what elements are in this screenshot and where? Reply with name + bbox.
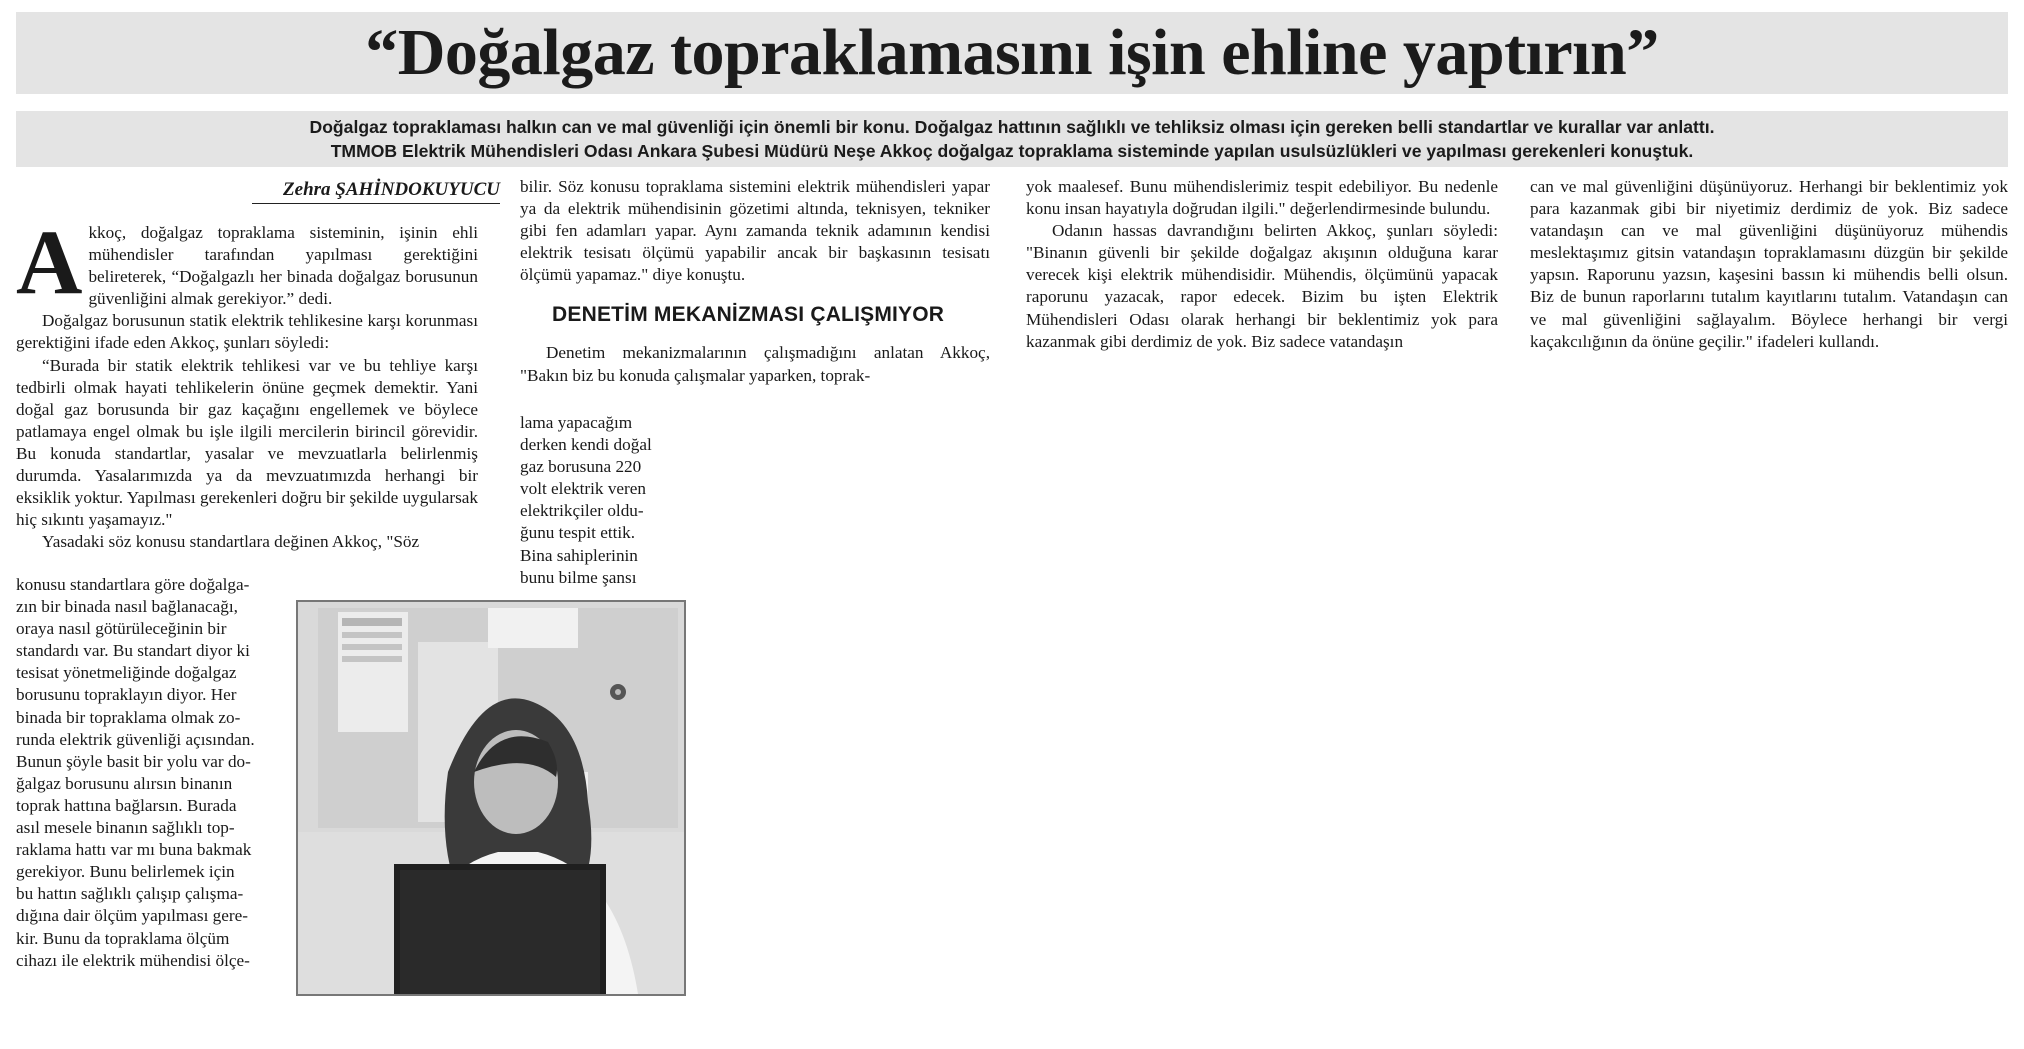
narrow-line: konusu standartlara göre doğalga- <box>16 575 250 594</box>
narrow-line: gaz borusuna 220 <box>520 457 642 477</box>
column-3-paragraph-2: Odanın hassas davrandığını belirten Akkoç, şunları söyledi: "Binanın güvenli bir şekilde doğalgaz akışının olduğuna karar verecek kişi elektrik mühendisidir. Mühendis, ölçümünü yapacak raporunu yazacak, rapor edecek. Bizim bu işten Elektrik Mühendisleri Odası olarak herhangi bir beklentimiz yok para kazanmak gibi derdimiz de yok. Biz sadece vatandaşın <box>1026 221 1498 351</box>
headline: “Doğalgaz topraklamasını işin ehline yaptırın” <box>365 16 1659 89</box>
narrow-line: raklama hattı var mı buna bakmak <box>16 840 252 860</box>
deck-band <box>16 111 2008 167</box>
narrow-line: gerekiyor. Bunu belirlemek için <box>16 862 235 882</box>
narrow-line: cihazı ile elektrik mühendisi ölçe- <box>16 950 250 970</box>
narrow-line: Bunun şöyle basit bir yolu var do- <box>16 751 251 771</box>
column-3-paragraph-1: yok maalesef. Bunu mühendislerimiz tespit edebiliyor. Bu nedenle konu insan hayatıyla doğrudan ilgili." değerlendirmesinde bulundu. <box>1026 177 1498 219</box>
column-1-paragraph-3: “Burada bir statik elektrik tehlikesi var ve bu tehliye karşı tedbirli olmak hayati tehlikelerin önüne geçmek demektir. Yani doğal gaz borusunda bir gaz kaçağını engellemek ve böylece patlamaya engel olmak bu işle ilgili mercilerin birincil görevidir. Bu konuda standartlar, yasalar ve mevzuatlarla belirlenmiş durumda. Yasalarımızda ya da mevzuatımızda herhangi bir eksiklik yoktur. Yapılması gerekenleri doğru bir şekilde uygularsak hiç sıkıntı yaşamayız." <box>16 355 478 530</box>
narrow-line: ğalgaz borusunu alırsın binanın <box>16 773 233 793</box>
column-2-narrow <box>520 412 720 589</box>
photo-illustration <box>298 602 684 994</box>
narrow-line: runda elektrik güvenliği açısından. <box>16 729 255 749</box>
narrow-line: tesisat yönetmeliğinde doğalgaz <box>16 663 237 683</box>
narrow-line: toprak hattına bağlarsın. Burada <box>16 795 237 815</box>
narrow-line: kir. Bunu da topraklama ölçüm <box>16 928 230 948</box>
column-4-paragraph-1: can ve mal güvenliğini düşünüyoruz. Herhangi bir beklentimiz yok para kazanmak gibi bir niyetimiz derdimiz de yok. Biz sadece vatandaşın can ve mal güvenliğini düşünüyoruz mühendis meslektaşımız gitsin vatandaşın topraklamasını düzgün bir şekilde yapsın. Raporunu yazsın, kaşesini bassın ki mühendis belli olsun. Biz de bunun raporlarını tutalım kayıtlarını tutalım. Vatandaşın can ve mal güvenliğini sağlayalım. Böylece herhangi bir vergi kaçakcılığının da önüne geçilir." ifadeleri kullandı. <box>1530 177 2008 351</box>
headline-band <box>16 12 2008 94</box>
deck-line-2: TMMOB Elektrik Mühendisleri Odası Ankara Şubesi Müdürü Neşe Akkoç doğalgaz topraklama sisteminde yapılan usulsüzlükleri ve yapılması gerekenleri konuştuk. <box>330 141 1694 161</box>
byline: Zehra ŞAHİNDOKUYUCU <box>252 178 500 204</box>
narrow-line: bunu bilme şansı <box>520 567 637 587</box>
narrow-line: ğunu tespit ettik. <box>520 523 636 543</box>
column-4 <box>1530 176 2008 353</box>
narrow-line: elektrikçiler oldu- <box>520 501 644 521</box>
column-2 <box>520 176 990 387</box>
column-1-paragraph-1: Akkoç, doğalgaz topraklama sisteminin, işinin ehli mühendisler tarafından yapılması gerektiğini belireterek, “Doğalgazlı her binada doğalgaz borusunun güvenliğini almak gerekiyor.” dedi. <box>16 211 478 313</box>
narrow-line: standardı var. Bu standart diyor ki <box>16 641 250 661</box>
narrow-line: binada bir topraklama olmak zo- <box>16 707 241 727</box>
narrow-line: derken kendi doğal <box>520 435 652 455</box>
subheading: DENETİM MEKANİZMASI ÇALIŞMIYOR <box>552 303 945 327</box>
narrow-line: oraya nasıl götürüleceğinin bir <box>16 619 227 639</box>
column-1-paragraph-4: Yasadaki söz konusu standartlara değinen Akkoç, "Söz <box>42 532 420 552</box>
narrow-line: asıl mesele binanın sağlıklı top- <box>16 818 235 838</box>
narrow-line: Bina sahiplerinin <box>520 545 638 565</box>
column-1 <box>16 211 478 553</box>
narrow-line: volt elektrik veren <box>520 479 646 499</box>
column-1-narrow <box>16 574 290 972</box>
narrow-line: borusunu topraklayın diyor. Her <box>16 685 237 705</box>
dropcap: A <box>16 211 83 313</box>
narrow-line: bu hattın sağlıklı çalışıp çalışma- <box>16 884 244 904</box>
column-1-paragraph-2: Doğalgaz borusunun statik elektrik tehlikesine karşı korunması gerektiğini ifade eden Akkoç, şunları söyledi: <box>16 311 478 353</box>
narrow-line: lama yapacağım <box>520 413 633 432</box>
narrow-line: zın bir binada nasıl bağlanacağı, <box>16 597 238 617</box>
column-2-paragraph-2: Denetim mekanizmalarının çalışmadığını anlatan Akkoç, "Bakın biz bu konuda çalışmalar yaparken, toprak- <box>520 343 990 385</box>
column-2-paragraph-1: bilir. Söz konusu topraklama sistemini elektrik mühendisleri yapar ya da elektrik mühendisinin gözetimi altında, teknisyen, tekniker gibi fen adamları yapar. Aynı zamanda teknik adamının kendisi elektrik tesisatı ölçümü yapabilir ancak bir başkasının tesisatı ölçümü yapamaz." diye konuştu. <box>520 177 990 285</box>
narrow-line: dığına dair ölçüm yapılması gere- <box>16 906 248 926</box>
column-3 <box>1026 176 1498 353</box>
deck-line-1: Doğalgaz topraklaması halkın can ve mal güvenliği için önemli bir konu. Doğalgaz hattının sağlıklı ve tehliksiz olması için gereken belli standartlar ve kurallar var anlattı. <box>309 117 1715 137</box>
article-photo <box>296 600 686 996</box>
